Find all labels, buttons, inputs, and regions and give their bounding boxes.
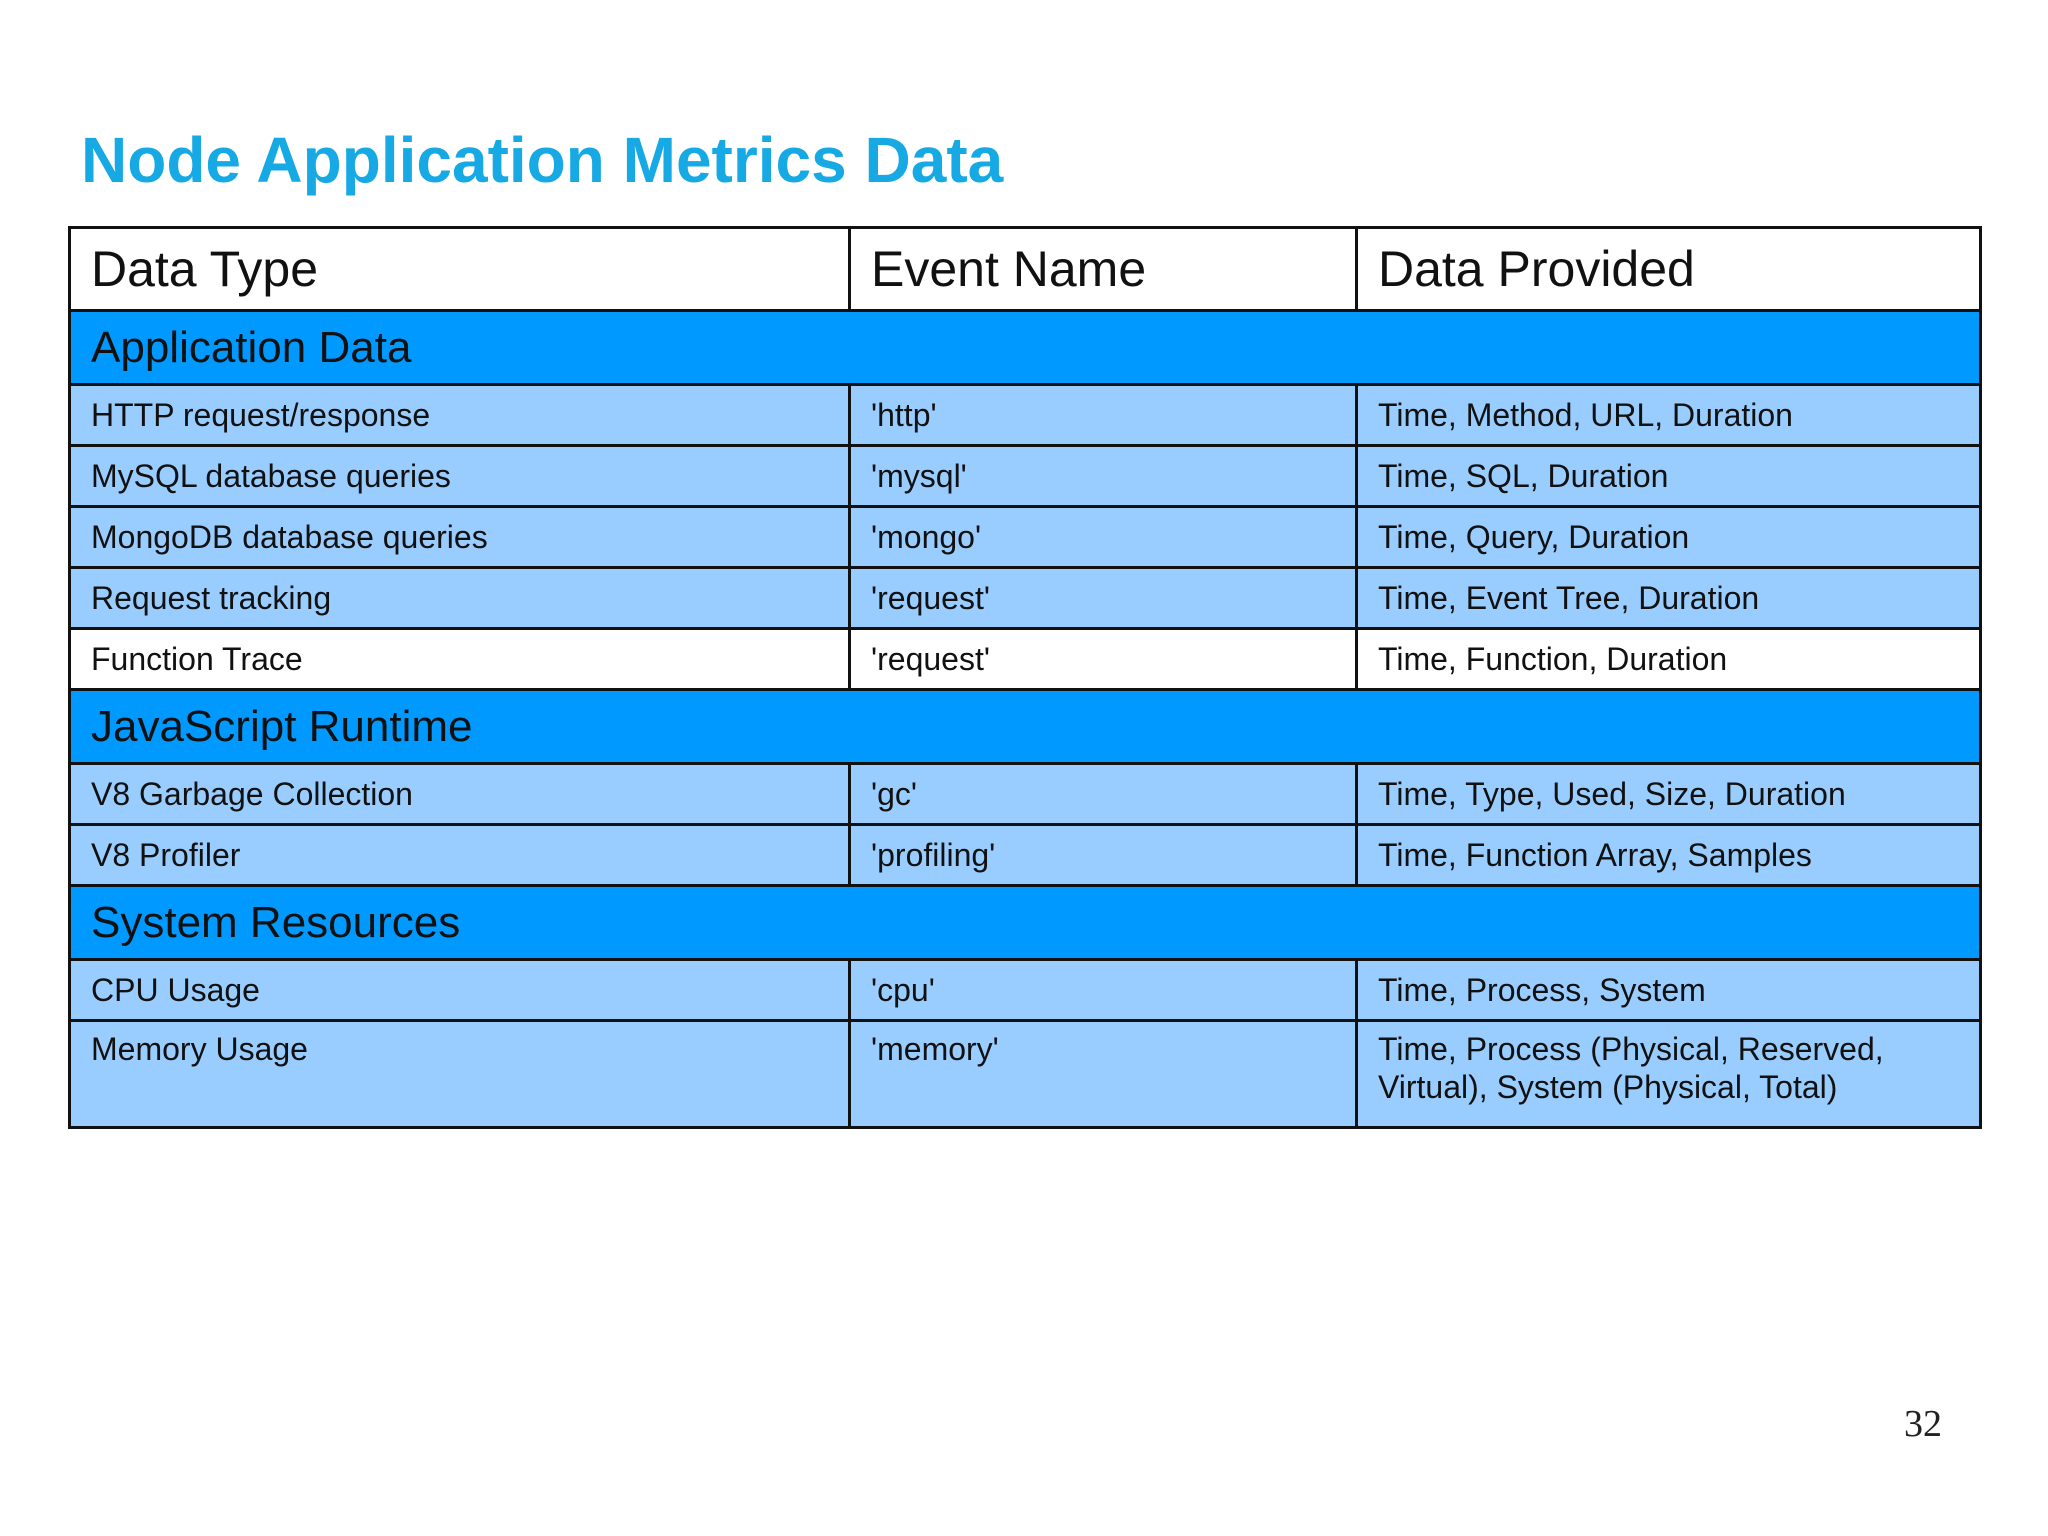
event-name-cell: 'cpu' bbox=[850, 960, 1357, 1021]
event-name-cell: 'mongo' bbox=[850, 507, 1357, 568]
data-type-cell: Request tracking bbox=[70, 568, 850, 629]
table-row bbox=[70, 825, 1981, 886]
table-row bbox=[70, 764, 1981, 825]
data-provided-cell: Time, Query, Duration bbox=[1357, 507, 1981, 568]
section-label: Application Data bbox=[70, 311, 1981, 385]
section-label: System Resources bbox=[70, 886, 1981, 960]
event-name-cell: 'memory' bbox=[850, 1021, 1357, 1128]
table-row bbox=[70, 960, 1981, 1021]
table-row bbox=[70, 568, 1981, 629]
data-provided-cell: Time, Function Array, Samples bbox=[1357, 825, 1981, 886]
data-provided-cell: Time, Process, System bbox=[1357, 960, 1981, 1021]
section-label: JavaScript Runtime bbox=[70, 690, 1981, 764]
event-name-cell: 'request' bbox=[850, 629, 1357, 690]
column-header-data-type: Data Type bbox=[70, 228, 850, 311]
event-name-cell: 'mysql' bbox=[850, 446, 1357, 507]
table-row bbox=[70, 507, 1981, 568]
section-row-javascript-runtime bbox=[70, 690, 1981, 764]
data-provided-cell: Time, SQL, Duration bbox=[1357, 446, 1981, 507]
page-number: 32 bbox=[1904, 1403, 1942, 1445]
data-type-cell: CPU Usage bbox=[70, 960, 850, 1021]
column-header-data-provided: Data Provided bbox=[1357, 228, 1981, 311]
column-header-event-name: Event Name bbox=[850, 228, 1357, 311]
table-row bbox=[70, 629, 1981, 690]
data-type-cell: HTTP request/response bbox=[70, 385, 850, 446]
event-name-cell: 'profiling' bbox=[850, 825, 1357, 886]
table-row bbox=[70, 1021, 1981, 1128]
table-header-row bbox=[70, 228, 1981, 311]
data-type-cell: Function Trace bbox=[70, 629, 850, 690]
data-provided-cell: Time, Function, Duration bbox=[1357, 629, 1981, 690]
data-type-cell: V8 Garbage Collection bbox=[70, 764, 850, 825]
data-type-cell: V8 Profiler bbox=[70, 825, 850, 886]
event-name-cell: 'gc' bbox=[850, 764, 1357, 825]
data-type-cell: MongoDB database queries bbox=[70, 507, 850, 568]
table-row bbox=[70, 385, 1981, 446]
table-row bbox=[70, 446, 1981, 507]
data-provided-cell: Time, Event Tree, Duration bbox=[1357, 568, 1981, 629]
section-row-application-data bbox=[70, 311, 1981, 385]
section-row-system-resources bbox=[70, 886, 1981, 960]
event-name-cell: 'http' bbox=[850, 385, 1357, 446]
data-provided-cell: Time, Method, URL, Duration bbox=[1357, 385, 1981, 446]
data-provided-cell: Time, Process (Physical, Reserved, Virtual), System (Physical, Total) bbox=[1357, 1021, 1981, 1128]
data-provided-cell: Time, Type, Used, Size, Duration bbox=[1357, 764, 1981, 825]
data-type-cell: MySQL database queries bbox=[70, 446, 850, 507]
slide-title: Node Application Metrics Data bbox=[81, 124, 1004, 196]
event-name-cell: 'request' bbox=[850, 568, 1357, 629]
data-type-cell: Memory Usage bbox=[70, 1021, 850, 1128]
metrics-table bbox=[68, 226, 1982, 1129]
